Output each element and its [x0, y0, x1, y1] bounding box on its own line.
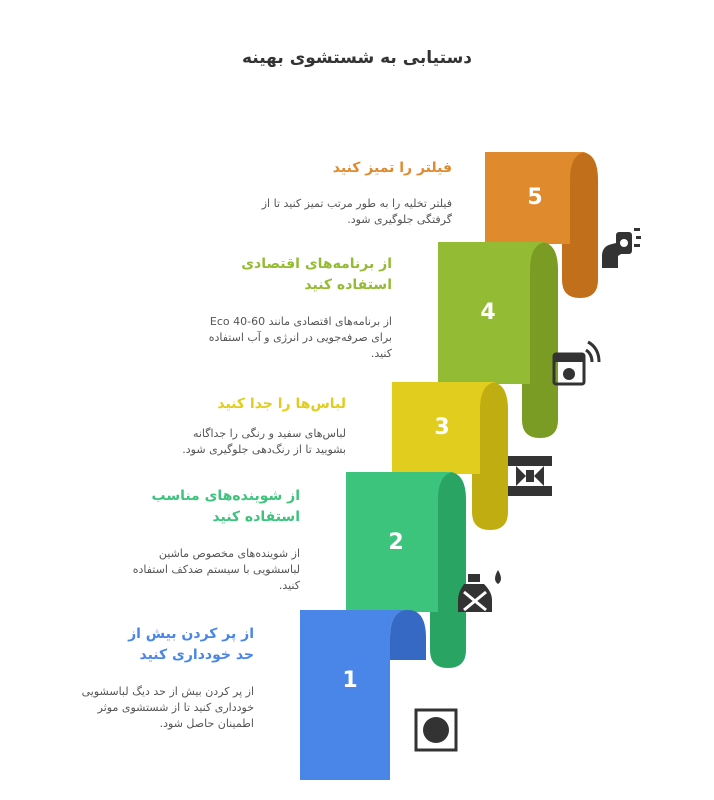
step-3-title: لباس‌ها را جدا کنید — [217, 396, 346, 412]
step-5-desc: فیلتر تخلیه را به طور مرتب تمیز کنید تا از گرفتگی جلوگیری شود. — [261, 197, 452, 226]
step-5-title: فیلتر را تمیز کنید — [332, 160, 452, 176]
sort-laundry-icon — [506, 452, 554, 500]
step-3-number: 3 — [434, 415, 450, 440]
stop-square-icon — [412, 706, 460, 754]
step-5-number: 5 — [527, 185, 543, 210]
filter-cleaning-icon — [598, 222, 644, 272]
step-2-title: از شوینده‌های مناسب استفاده کنید — [151, 488, 300, 525]
step-2-desc: از شوینده‌های مخصوص ماشین لباسشویی با سیستم ضدکف استفاده کنید. — [132, 547, 300, 592]
step-4-desc: از برنامه‌های اقتصادی مانند Eco 40-60 برای صرفه‌جویی در انرژی و آب استفاده کنید. — [208, 315, 392, 360]
step-4-number: 4 — [480, 300, 496, 325]
step-1-desc: از پر کردن بیش از حد دیگ لباسشویی خودداری کنید تا از شستشوی موثر اطمینان حاصل شود. — [81, 685, 254, 730]
step-4-title: از برنامه‌های اقتصادی استفاده کنید — [241, 256, 392, 293]
smart-washer-icon — [552, 338, 602, 386]
step-1-number: 1 — [342, 668, 358, 693]
diagram-title: دستیابی به شستشوی بهینه — [241, 48, 473, 68]
step-1-shape — [300, 610, 426, 780]
step-1-title: از پر کردن بیش از حد خودداری کنید — [128, 626, 254, 663]
step-2-number: 2 — [388, 530, 404, 555]
step-3-desc: لباس‌های سفید و رنگی را جداگانه بشویید تا از رنگ‌دهی جلوگیری شود. — [182, 427, 346, 456]
detergent-bottle-icon — [458, 566, 506, 616]
